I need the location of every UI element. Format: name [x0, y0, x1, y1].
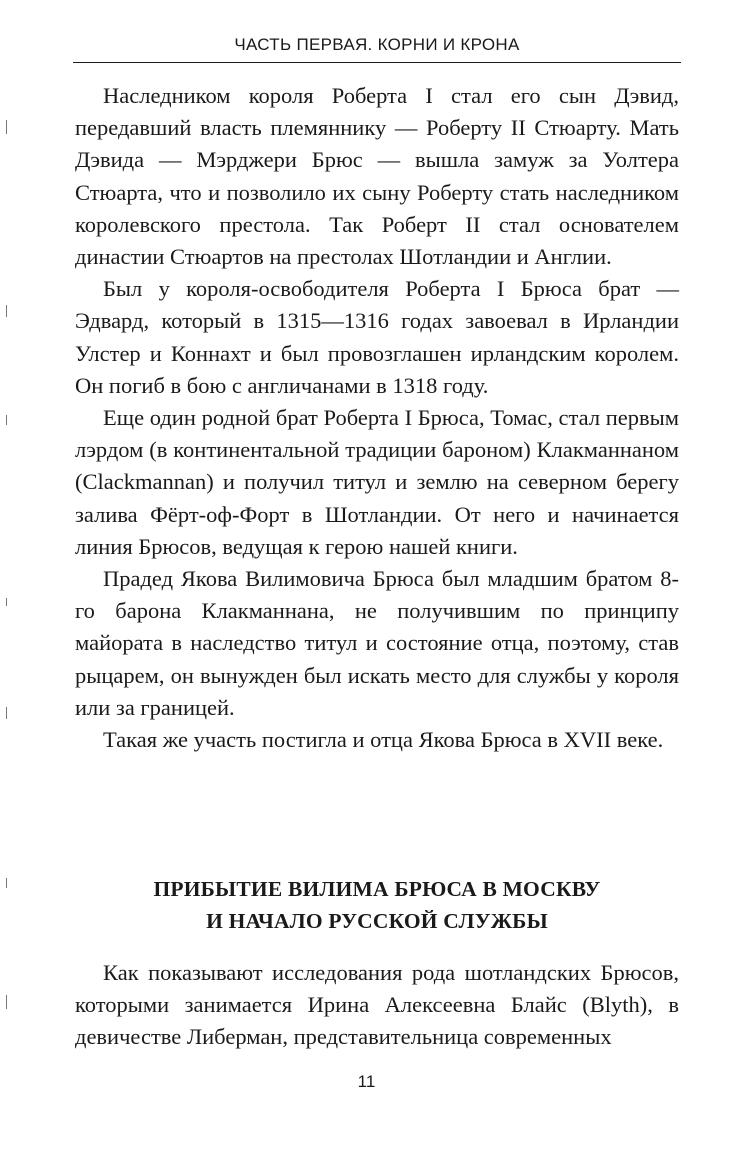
paragraph-succession: Наследником короля Роберта I стал его сын Дэвид, передавший власть племяннику — Роберту II Стюарту. Мать Дэвида — Мэрджери Брюс — вышла замуж за Уолтера Стюарта, что и позволило их сыну Роберту стать наследником королевского престола. Так Роберт II стал основателем династии Стюартов на престолах Шотландии и Англии.: [75, 83, 679, 270]
paragraph-edward: Был у короля-освободителя Роберта I Брюса брат — Эдвард, который в 1315—1316 годах завоевал в Ирландии Улстер и Коннахт и был провозглашен ирландским королем. Он погиб в бою с англичанами в 1318 году.: [75, 276, 679, 398]
scan-margin-mark: [6, 995, 7, 1009]
scan-margin-mark: [6, 707, 7, 719]
section-heading-line-2: И НАЧАЛО РУССКОЙ СЛУЖБЫ: [206, 909, 548, 933]
main-text: [75, 80, 679, 756]
paragraph-great-grandfather: Прадед Якова Вилимовича Брюса был младшим братом 8-го барона Клакманнана, не получившим по принципу майората в наследство титул и состояние отца, поэтому, став рыцарем, он вынужден был искать место для службы у короля или за границей.: [75, 566, 679, 720]
scan-margin-mark: [6, 305, 7, 317]
header-rule: [73, 62, 681, 63]
page-number: 11: [357, 1072, 376, 1091]
section-text: [75, 957, 679, 1054]
section-heading-line-1: ПРИБЫТИЕ ВИЛИМА БРЮСА В МОСКВУ: [153, 877, 601, 901]
paragraph-research: Как показывают исследования рода шотландских Брюсов, которыми занимается Ирина Алексеевна Блайс (Blyth), в девичестве Либерман, представительница современных: [75, 960, 679, 1050]
section-heading: [75, 873, 679, 937]
scan-margin-mark: [6, 120, 7, 134]
scan-margin-mark: [6, 415, 7, 425]
paragraph-father: Такая же участь постигла и отца Якова Брюса в XVII веке.: [103, 727, 664, 753]
scan-margin-mark: [6, 878, 7, 888]
running-header: ЧАСТЬ ПЕРВАЯ. КОРНИ И КРОНА: [234, 35, 520, 54]
scan-margin-mark: [6, 598, 7, 606]
paragraph-thomas: Еще один родной брат Роберта I Брюса, Томас, стал первым лэрдом (в континентальной традиции бароном) Клакманнаном (Clackmannan) и получил титул и землю на северном берегу залива Фёрт-оф-Форт в Шотландии. От него и начинается линия Брюсов, ведущая к герою нашей книги.: [75, 405, 679, 559]
